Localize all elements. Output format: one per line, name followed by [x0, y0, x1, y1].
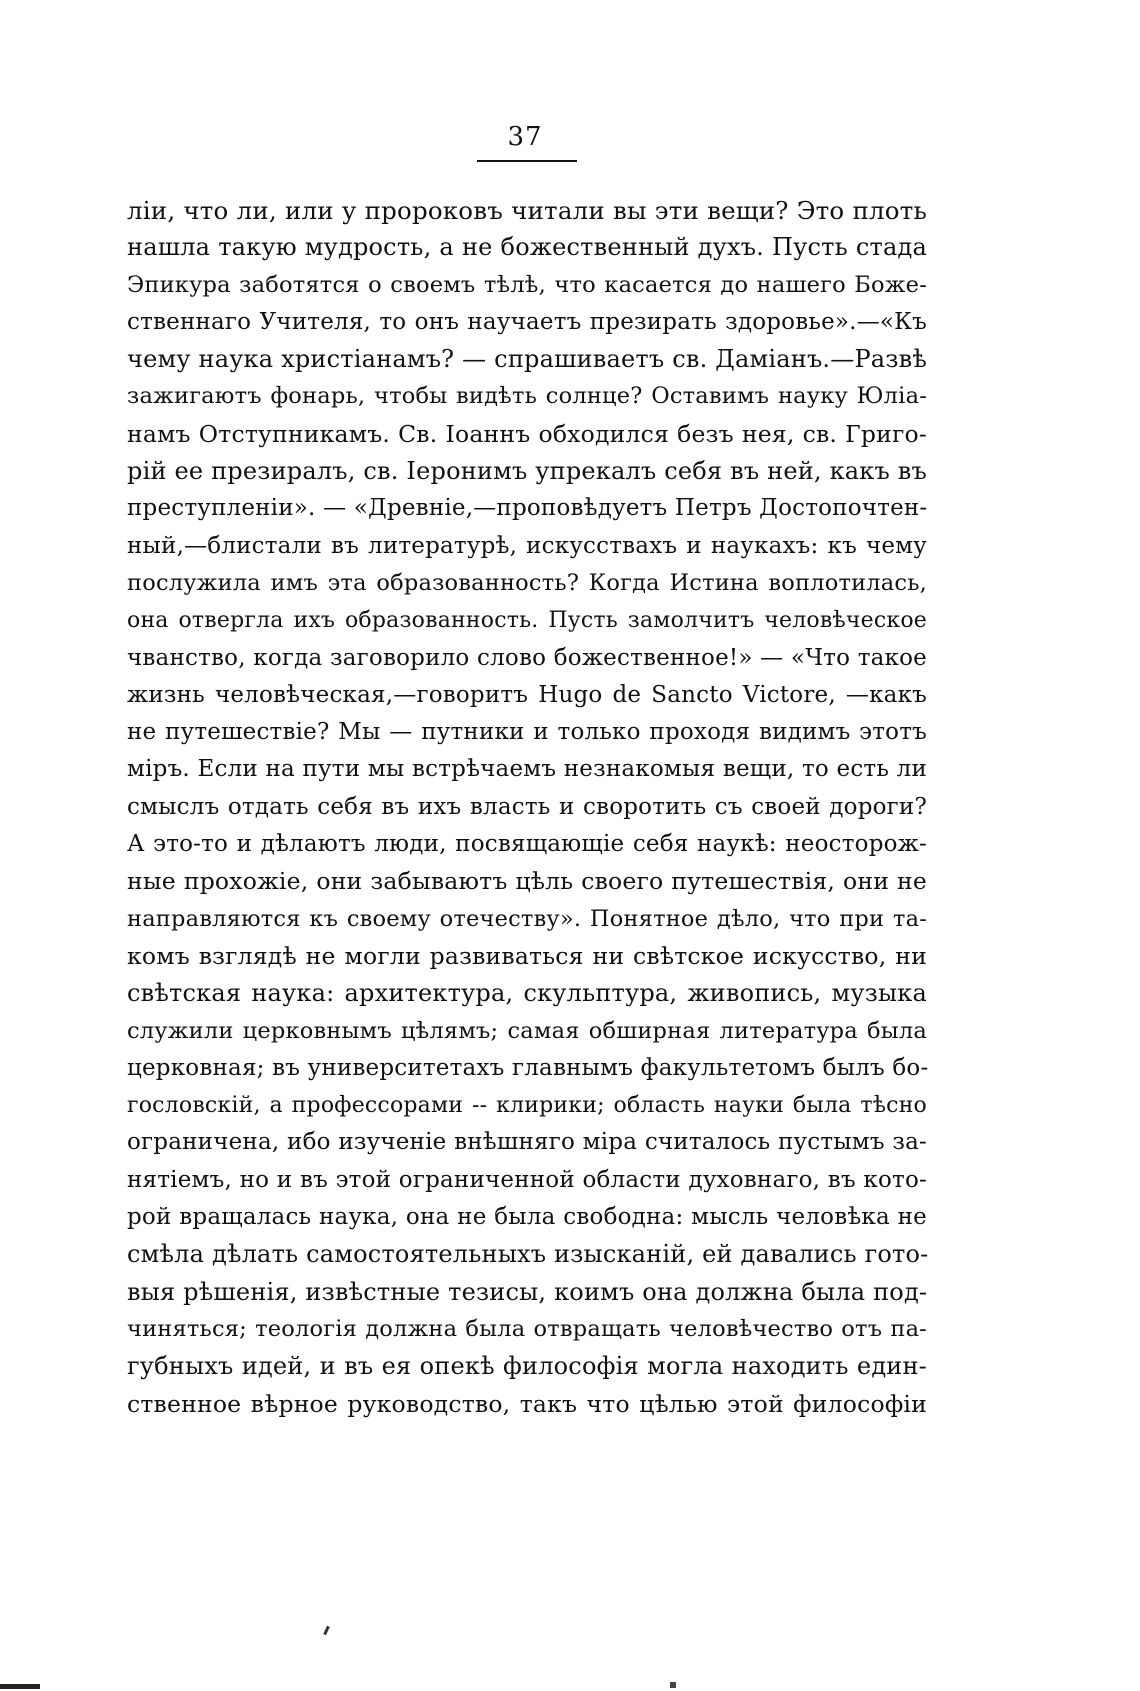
- text-line: рой вращалась наука, она не была свободна: мысль человѣка не: [127, 1204, 927, 1231]
- text-line: міръ. Если на пути мы встрѣчаемъ незнакомыя вещи, то есть ли: [127, 756, 927, 783]
- text-line: комъ взглядѣ не могли развиваться ни свѣтское искусство, ни: [127, 941, 927, 970]
- text-line: преступленіи». — «Древніе,—проповѣдуетъ Петръ Достопочтен-: [127, 495, 928, 522]
- text-line: послужила имъ эта образованность? Когда Истина воплотилась,: [127, 569, 927, 596]
- text-line: свѣтская наука: архитектура, скульптура, живопись, музыка: [127, 979, 927, 1008]
- text-line: направляются къ своему отечеству». Понятное дѣло, что при та-: [127, 905, 927, 932]
- text-line: она отвергла ихъ образованность. Пусть замолчитъ человѣческое: [127, 608, 927, 634]
- text-line: Эпикура заботятся о своемъ тѣлѣ, что касается до нашего Боже-: [127, 271, 927, 298]
- text-line: служили церковнымъ цѣлямъ; самая обширная литература была: [127, 1017, 927, 1044]
- text-line: ственнаго Учителя, то онъ научаетъ презирать здоровье».—«Къ: [127, 308, 927, 335]
- body-text: [127, 192, 927, 1423]
- page-number-rule: [477, 160, 577, 162]
- text-line: смыслъ отдать себя въ ихъ власть и своротить съ своей дороги?: [127, 793, 927, 820]
- scan-speck: [0, 1684, 40, 1689]
- text-line: ственное вѣрное руководство, такъ что цѣлью этой философіи: [127, 1389, 927, 1418]
- text-line: ограничена, ибо изученіе внѣшняго міра считалось пустымъ за-: [127, 1129, 927, 1156]
- text-line: ные прохожіе, они забываютъ цѣль своего путешествія, они не: [127, 867, 927, 896]
- scan-speck: [670, 1682, 676, 1688]
- text-line: А это-то и дѣлаютъ люди, посвящающіе себя наукѣ: неосторож-: [127, 831, 927, 858]
- text-line: нятіемъ, но и въ этой ограниченной области духовнаго, въ кото-: [127, 1166, 927, 1193]
- text-line: церковная; въ университетахъ главнымъ факультетомъ былъ бо-: [127, 1054, 929, 1081]
- text-line: рій ее презиралъ, св. Іеронимъ упрекалъ себя въ ней, какъ въ: [127, 457, 927, 486]
- text-line: смѣла дѣлать самостоятельныхъ изысканій, ей давались гото-: [127, 1240, 929, 1269]
- text-line: выя рѣшенія, извѣстные тезисы, коимъ она должна была под-: [127, 1277, 928, 1306]
- scan-speck: [323, 1626, 330, 1635]
- text-line: нашла такую мудрость, а не божественный духъ. Пусть стада: [127, 233, 927, 262]
- page-number: 37: [507, 122, 543, 152]
- text-line: не путешествіе? Мы — путники и только проходя видимъ этотъ: [127, 719, 927, 746]
- text-line: гословскій, а профессорами -- клирики; область науки была тѣсно: [127, 1093, 927, 1119]
- text-line: чиняться; теологія должна была отвращать человѣчество отъ па-: [127, 1315, 927, 1342]
- text-line: жизнь человѣческая,—говоритъ Hugo de Sancto Victore, —какъ: [127, 681, 927, 708]
- text-line: намъ Отступникамъ. Св. Іоаннъ обходился безъ нея, св. Григо-: [127, 419, 927, 448]
- text-line: зажигаютъ фонарь, чтобы видѣть солнце? Оставимъ науку Юліа-: [127, 383, 927, 410]
- text-line: чему наука христіанамъ? — спрашиваетъ св. Даміанъ.—Развѣ: [127, 345, 927, 374]
- text-line: ный,—блистали въ литературѣ, искусствахъ и наукахъ: къ чему: [127, 532, 927, 559]
- text-line: ліи, что ли, или у пророковъ читали вы эти вещи? Это плоть: [127, 196, 927, 225]
- text-line: чванство, когда заговорило слово божественное!» — «Что такое: [127, 644, 927, 671]
- text-line: губныхъ идей, и въ ея опекѣ философія могла находить един-: [127, 1352, 927, 1381]
